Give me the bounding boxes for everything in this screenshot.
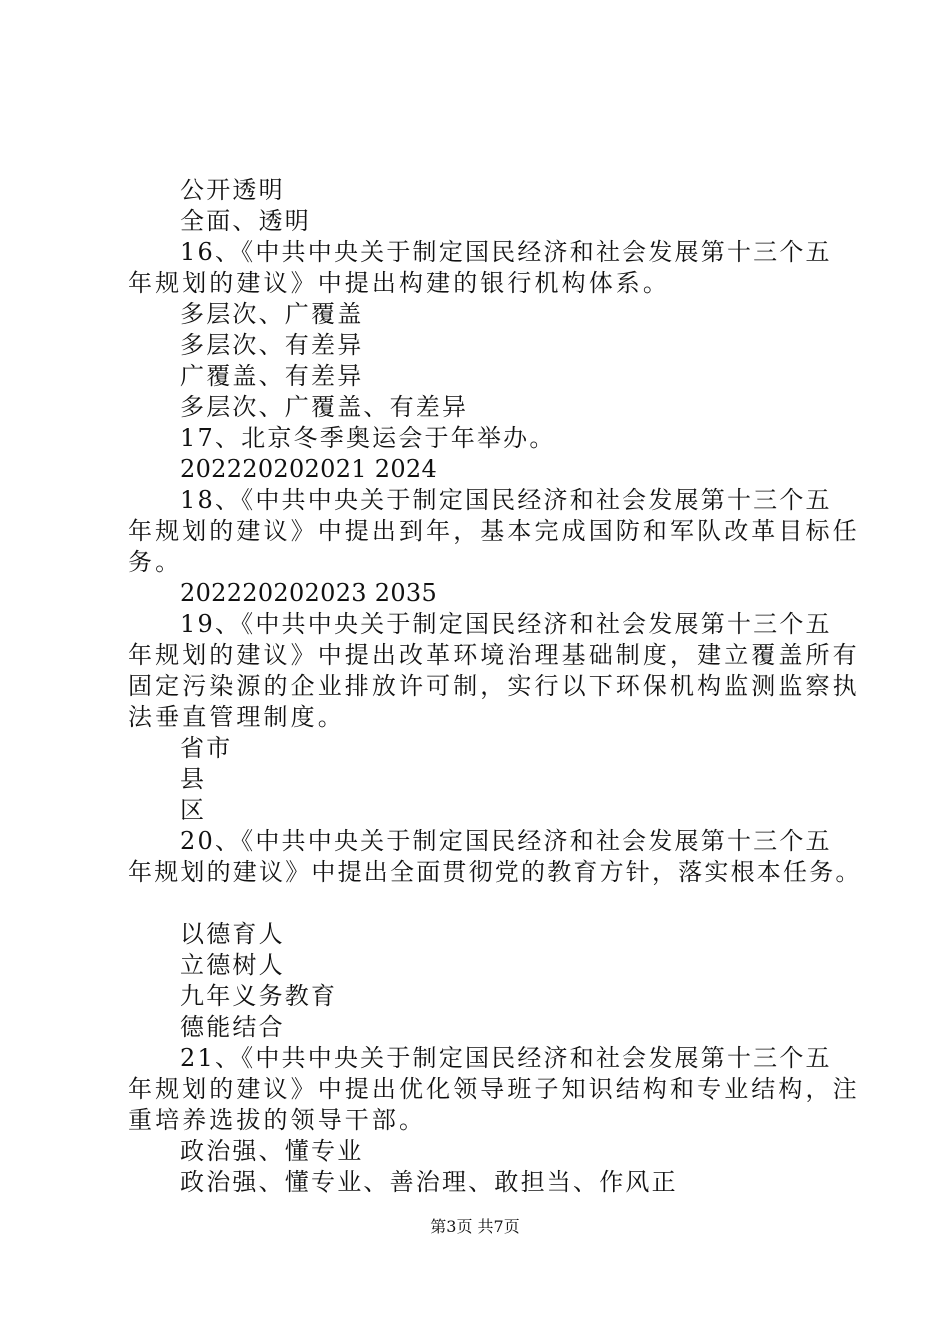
question-16-line-2: 年规划的建议》中提出构建的银行机构体系。 bbox=[128, 269, 670, 297]
question-19-line-1: 19、《中共中央关于制定国民经济和社会发展第十三个五 bbox=[180, 610, 832, 638]
question-19-line-3: 固定污染源的企业排放许可制，实行以下环保机构监测监察执 bbox=[128, 672, 860, 700]
option-line: 立德树人 bbox=[180, 951, 285, 979]
option-line: 县 bbox=[180, 765, 207, 793]
option-line: 九年义务教育 bbox=[180, 982, 338, 1010]
question-21-line-1: 21、《中共中央关于制定国民经济和社会发展第十三个五 bbox=[180, 1044, 832, 1072]
option-line: 德能结合 bbox=[180, 1013, 285, 1041]
page-footer: 第3页 共7页 bbox=[430, 1217, 520, 1236]
option-line: 以德育人 bbox=[180, 920, 285, 948]
option-line: 省市 bbox=[180, 734, 233, 762]
option-line: 多层次、广覆盖、有差异 bbox=[180, 393, 469, 421]
option-line: 202220202021 2024 bbox=[180, 455, 438, 483]
text-line: 公开透明 bbox=[180, 176, 285, 204]
question-19-line-2: 年规划的建议》中提出改革环境治理基础制度，建立覆盖所有 bbox=[128, 641, 860, 669]
question-20-line-1: 20、《中共中央关于制定国民经济和社会发展第十三个五 bbox=[180, 827, 832, 855]
question-17-line: 17、北京冬季奥运会于年举办。 bbox=[180, 424, 556, 452]
text-line: 全面、透明 bbox=[180, 207, 311, 235]
question-16-line-1: 16、《中共中央关于制定国民经济和社会发展第十三个五 bbox=[180, 238, 832, 266]
question-21-line-3: 重培养选拔的领导干部。 bbox=[128, 1106, 427, 1134]
question-21-line-2: 年规划的建议》中提出优化领导班子知识结构和专业结构，注 bbox=[128, 1075, 860, 1103]
question-18-line-3: 务。 bbox=[128, 548, 183, 576]
option-line: 多层次、广覆盖 bbox=[180, 300, 364, 328]
option-line: 202220202023 2035 bbox=[180, 579, 438, 607]
option-line: 区 bbox=[180, 796, 207, 824]
option-line: 政治强、懂专业、善治理、敢担当、作风正 bbox=[180, 1168, 678, 1196]
option-line: 广覆盖、有差异 bbox=[180, 362, 364, 390]
option-line: 政治强、懂专业 bbox=[180, 1137, 364, 1165]
option-line: 多层次、有差异 bbox=[180, 331, 364, 359]
question-18-line-2: 年规划的建议》中提出到年，基本完成国防和军队改革目标任 bbox=[128, 517, 860, 545]
question-19-line-4: 法垂直管理制度。 bbox=[128, 703, 345, 731]
question-18-line-1: 18、《中共中央关于制定国民经济和社会发展第十三个五 bbox=[180, 486, 832, 514]
question-20-line-2: 年规划的建议》中提出全面贯彻党的教育方针，落实根本任务。 bbox=[128, 858, 862, 886]
